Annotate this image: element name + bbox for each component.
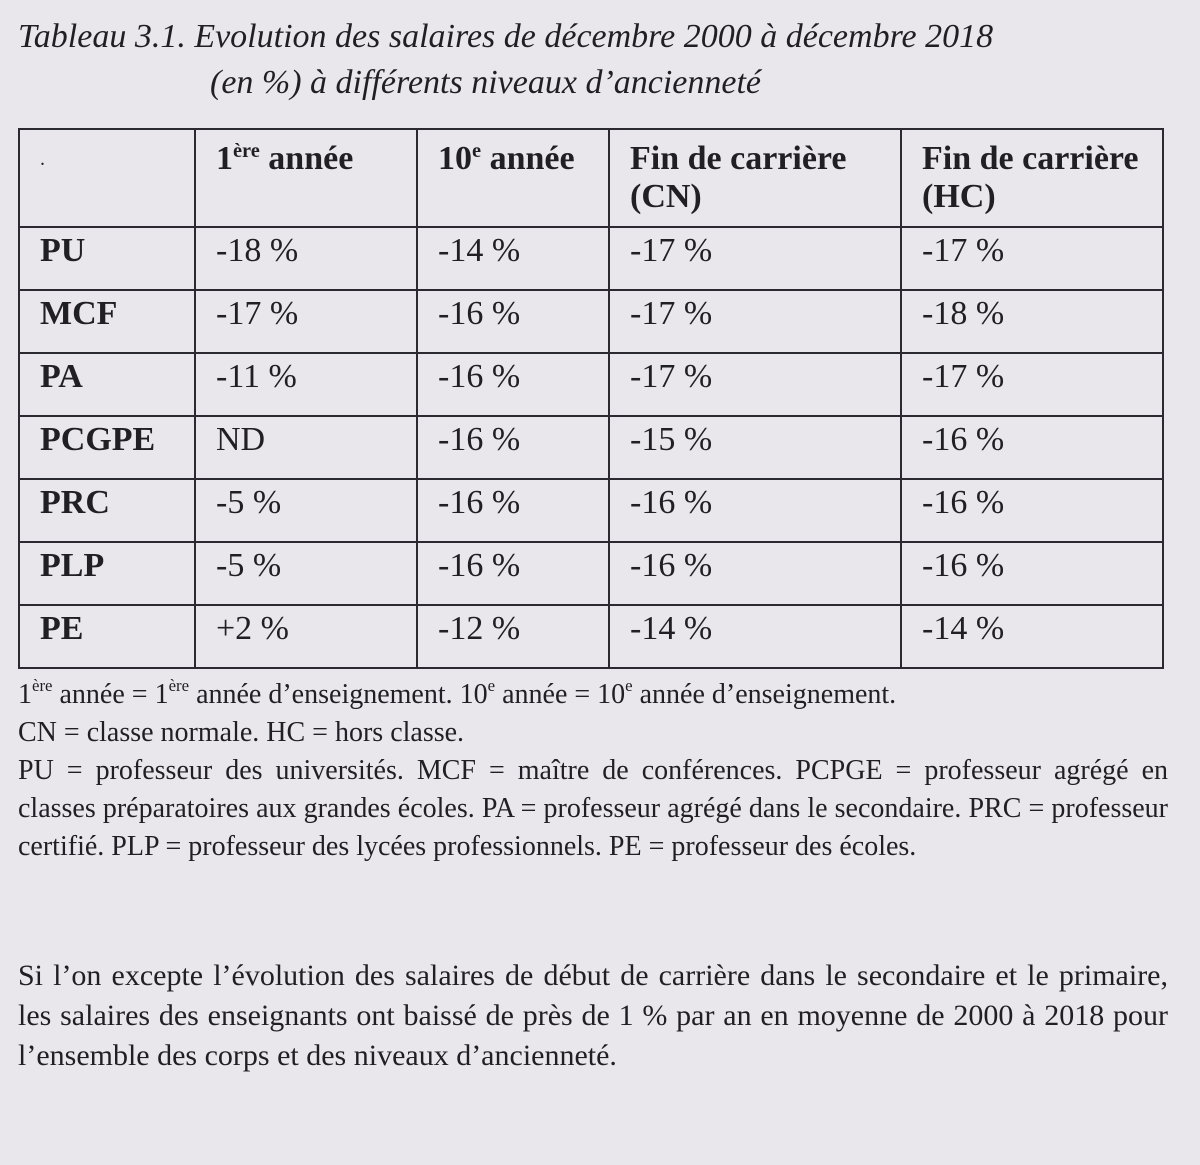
table-cell: -16 % [417,542,609,605]
table-cell: -18 % [901,290,1163,353]
table-cell: -14 % [609,605,901,668]
table-row [19,542,1163,605]
table-cell: ND [195,416,417,479]
table-cell: -12 % [417,605,609,668]
table-cell: -17 % [609,290,901,353]
table-cell: -17 % [609,353,901,416]
table-cell: -5 % [195,542,417,605]
table-cell: -17 % [901,227,1163,290]
header-first-year: 1ère année [195,129,417,227]
table-cell: +2 % [195,605,417,668]
row-label: PLP [19,542,195,605]
table-header-row [19,129,1163,227]
table-cell: -18 % [195,227,417,290]
table-row [19,605,1163,668]
caption-line-2: (en %) à différents niveaux d’ancienneté [210,64,762,101]
paragraph-text: Si l’on excepte l’évolution des salaires de début de carrière dans le secondaire et le primaire, les salaires des enseignants ont baissé de près de 1 % par an en moyenne de 2000 à 2018 pour l’ensemble des corps et des niveaux d’ancienneté. [18,959,1168,1072]
note-years: 1ère année = 1ère année d’enseignement. 10e année = $10^e$ année d’enseignement. [18,676,897,710]
table-row [19,479,1163,542]
table-cell: -16 % [417,290,609,353]
table-notes [18,676,1168,866]
row-label: MCF [19,290,195,353]
table-cell: -16 % [901,416,1163,479]
row-label: PRC [19,479,195,542]
row-label: PA [19,353,195,416]
table-row [19,353,1163,416]
table-cell: -11 % [195,353,417,416]
row-label: PCGPE [19,416,195,479]
note-classes: CN = classe normale. HC = hors classe. [18,717,465,748]
table-cell: -14 % [417,227,609,290]
header-corner: . [19,129,195,227]
table-row [19,290,1163,353]
table-cell: -17 % [901,353,1163,416]
body-paragraph [18,956,1168,1076]
table-cell: -16 % [417,479,609,542]
table-cell: -17 % [609,227,901,290]
header-end-career-hc: Fin de carrière (HC) [901,129,1163,227]
salary-table [18,128,1164,669]
header-end-career-cn: Fin de carrière (CN) [609,129,901,227]
table-cell: -5 % [195,479,417,542]
header-tenth-year: 10e année [417,129,609,227]
table-cell: -15 % [609,416,901,479]
table-cell: -16 % [609,479,901,542]
row-label: PU [19,227,195,290]
table-cell: -16 % [609,542,901,605]
table-caption [18,14,1188,106]
table-cell: -16 % [901,479,1163,542]
row-label: PE [19,605,195,668]
table-cell: -17 % [195,290,417,353]
table-row [19,227,1163,290]
table-row [19,416,1163,479]
table-cell: -16 % [901,542,1163,605]
table-cell: -16 % [417,416,609,479]
caption-line-1: Tableau 3.1. Evolution des salaires de décembre 2000 à décembre 2018 [18,18,994,55]
table-cell: -16 % [417,353,609,416]
table-cell: -14 % [901,605,1163,668]
note-abbreviations: PU = professeur des universités. MCF = maître de conférences. PCPGE = professeur agrégé en classes préparatoires aux grandes écoles. PA = professeur agrégé dans le secondaire. PRC = professeur certifié. PLP = professeur des lycées professionnels. PE = professeur des écoles. [18,755,1168,862]
